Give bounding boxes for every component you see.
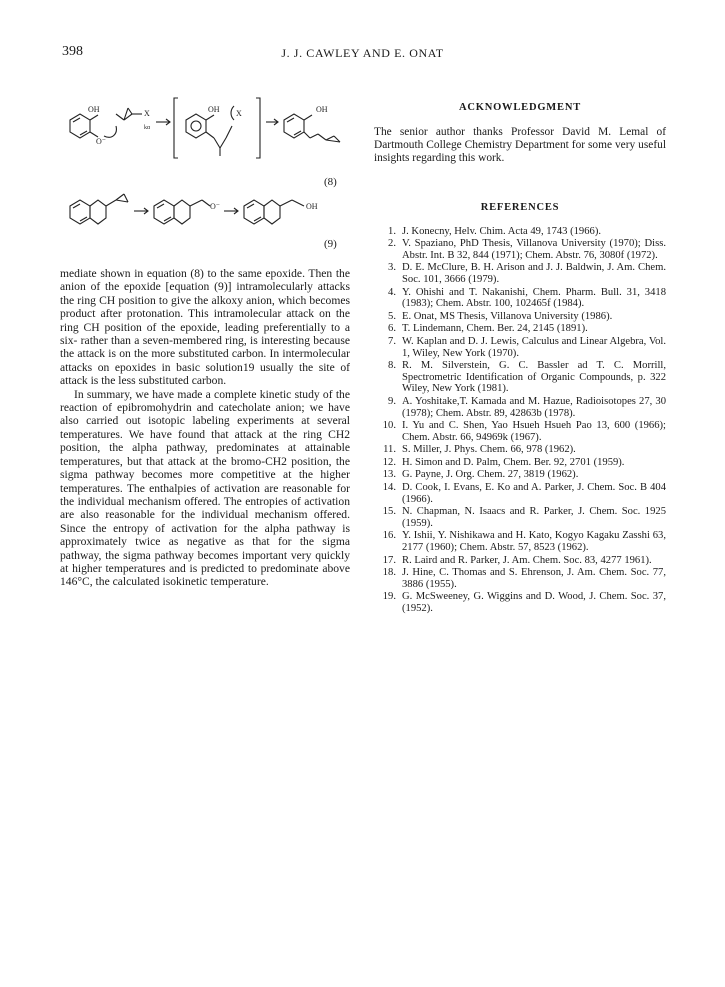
oh-label-3: OH	[316, 105, 328, 114]
reference-number: 5.	[388, 310, 396, 322]
reference-item	[374, 506, 666, 529]
oh-label-4: OH	[306, 202, 318, 211]
reference-item	[374, 567, 666, 590]
reference-text: V. Spaziano, PhD Thesis, Villanova University (1970); Diss. Abstr. Int. B 32, 844 (1971); Chem. Abstr. 76, 3080f (1972).	[402, 238, 666, 261]
oh-label-2: OH	[208, 105, 220, 114]
reference-list	[374, 226, 666, 615]
reference-number: 8.	[388, 360, 396, 372]
reference-item	[374, 444, 666, 456]
reference-number: 18.	[382, 567, 396, 579]
reference-text: N. Chapman, N. Isaacs and R. Parker, J. Chem. Soc. 1925 (1959).	[402, 506, 666, 529]
body-paragraph-2: In summary, we have made a complete kinetic study of the reaction of epibromohydrin and catecholate anion; we have also carried out isotopic labeling experiments at several temperatures. We have found that attack at the ring CH2 position, the alpha pathway, predominates at attainable temperatures, but that attack at the bromo-CH2 position, the sigma pathway becomes more competitive at the higher temperatures. The enthalpies of activation are reasonable for the individual mechanism offered. The entropies of activation are also reasonable for the individual mechanism offered. Since the entropy of activation for the alpha pathway is approximately twice as negative as that for the sigma pathway, the sigma pathway becomes important very quickly at higher temperatures and is predicted to predominate above 146°C, the calculated isokinetic temperature.	[60, 387, 350, 589]
reference-number: 9.	[388, 395, 396, 407]
reference-item	[374, 323, 666, 335]
reference-text: Y. Ohishi and T. Nakanishi, Chem. Pharm. Bull. 31, 3418 (1983); Chem. Abstr. 100, 102465f (1984).	[402, 286, 666, 310]
reference-item	[374, 555, 666, 567]
reference-item	[374, 360, 666, 395]
right-column	[374, 102, 666, 616]
reference-text: D. Cook, I. Evans, E. Ko and A. Parker, J. Chem. Soc. B 404 (1966).	[402, 482, 666, 505]
reference-text: D. E. McClure, B. H. Arison and J. J. Baldwin, J. Am. Chem. Soc. 101, 3666 (1979).	[402, 262, 666, 285]
reference-item	[374, 457, 666, 469]
running-head: J. J. CAWLEY AND E. ONAT	[281, 46, 444, 60]
equation-8-label: (8)	[324, 176, 337, 188]
reference-text: E. Onat, MS Thesis, Villanova University (1986).	[402, 310, 613, 322]
reference-item	[374, 262, 666, 285]
acknowledgment-text: The senior author thanks Professor David M. Lemal of Dartmouth College Chemistry Department for some very useful insights regarding this work.	[374, 126, 666, 165]
o-minus-label-2: O⁻	[210, 202, 220, 211]
reference-number: 2.	[388, 238, 396, 250]
reference-text: W. Kaplan and D. J. Lewis, Calculus and Linear Algebra, Vol. 1, Wiley, New York (1970).	[402, 335, 666, 359]
reference-number: 17.	[382, 554, 396, 566]
body-paragraph-1: mediate shown in equation (8) to the same epoxide. Then the anion of the epoxide [equation (9)] intramolecularly attacks the ring CH position to give the alkoxy anion, which becomes product after protonation. This intramolecular attack on the ring CH position of the epoxide, leading preferentially to a six- rather than a seven-membered ring, is interesting because the attack is on the more substituted carbon. In intermolecular attacks on epoxides in basic solution19 usually the site of attack is the less substituted carbon.	[60, 267, 350, 388]
reference-item	[374, 530, 666, 553]
reference-text: G. McSweeney, G. Wiggins and D. Wood, J. Chem. Soc. 37, (1952).	[402, 591, 666, 615]
reference-number: 10.	[382, 420, 396, 432]
x-label-2: X	[236, 109, 242, 118]
equation-9-label: (9)	[324, 238, 337, 250]
reference-item	[374, 420, 666, 443]
reference-item	[374, 336, 666, 359]
reference-number: 14.	[382, 482, 396, 494]
reference-text: Y. Ishii, Y. Nishikawa and H. Kato, Kogyo Kagaku Zasshi 63, 2177 (1960); Chem. Abstr. 57, 8523 (1962).	[402, 530, 666, 554]
reaction-scheme	[60, 96, 350, 271]
reference-text: G. Payne, J. Org. Chem. 27, 3819 (1962).	[402, 469, 579, 481]
reference-item	[374, 469, 666, 481]
reference-number: 13.	[382, 469, 396, 481]
reaction-scheme-drawing	[60, 96, 350, 266]
reference-text: J. Konecny, Helv. Chim. Acta 49, 1743 (1966).	[402, 225, 601, 237]
reference-item	[374, 238, 666, 261]
reference-item	[374, 287, 666, 310]
reference-text: J. Hine, C. Thomas and S. Ehrenson, J. Am. Chem. Soc. 77, 3886 (1955).	[402, 567, 666, 590]
reference-number: 16.	[382, 530, 396, 542]
reference-item	[374, 396, 666, 419]
reference-number: 11.	[383, 444, 396, 456]
reference-text: S. Miller, J. Phys. Chem. 66, 978 (1962).	[402, 444, 576, 456]
reference-item	[374, 226, 666, 238]
references-heading: REFERENCES	[480, 201, 560, 213]
reference-text: R. M. Silverstein, G. C. Bassler ad T. C. Morrill, Spectrometric Identification of Organic Compounds, p. 322 Wiley, New York (1981).	[402, 360, 666, 395]
reference-text: H. Simon and D. Palm, Chem. Ber. 92, 2701 (1959).	[402, 456, 625, 468]
reference-number: 3.	[388, 262, 396, 274]
reference-text: I. Yu and C. Shen, Yao Hsueh Hsueh Pao 13, 600 (1966); Chem. Abstr. 66, 94969k (1967).	[402, 420, 666, 443]
x-label-1: X	[144, 109, 150, 118]
reference-number: 4.	[388, 286, 396, 298]
acknowledgment-heading: ACKNOWLEDGMENT	[458, 102, 582, 113]
left-column	[60, 96, 350, 589]
o-minus-label-1: O⁻	[96, 137, 106, 146]
reference-item	[374, 311, 666, 323]
reference-number: 15.	[382, 506, 396, 518]
reference-number: 12.	[382, 456, 396, 468]
reference-text: R. Laird and R. Parker, J. Am. Chem. Soc. 83, 4277 1961).	[402, 554, 652, 566]
k-alpha-label: kα	[144, 125, 151, 131]
reference-number: 7.	[388, 335, 396, 347]
reference-text: T. Lindemann, Chem. Ber. 24, 2145 (1891).	[402, 323, 588, 335]
page-number: 398	[62, 44, 83, 59]
oh-label-1: OH	[88, 105, 100, 114]
reference-item	[374, 591, 666, 614]
reference-number: 19.	[382, 591, 396, 603]
reference-text: A. Yoshitake,T. Kamada and M. Hazue, Radioisotopes 27, 30 (1978); Chem. Abstr. 89, 42863b (1978).	[402, 395, 666, 419]
reference-item	[374, 482, 666, 505]
reference-number: 1.	[388, 225, 396, 237]
reference-number: 6.	[388, 323, 396, 335]
